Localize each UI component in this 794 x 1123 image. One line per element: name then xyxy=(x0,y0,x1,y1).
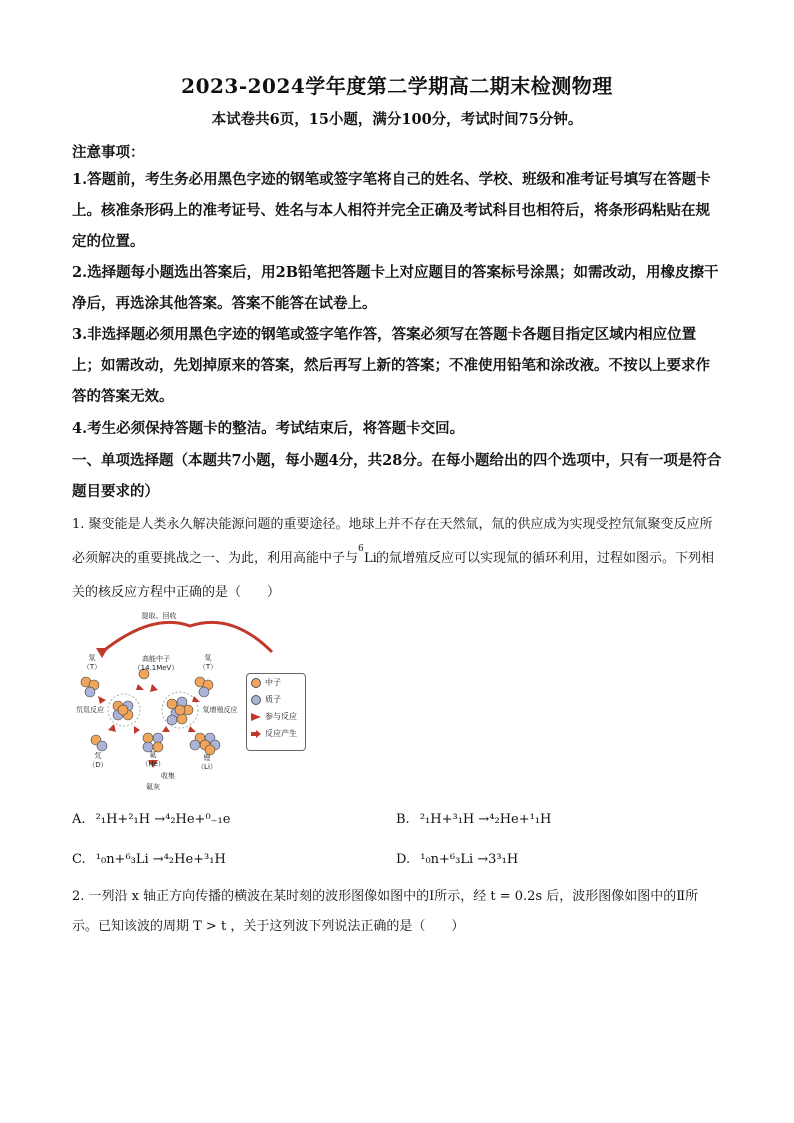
li-reaction-label: 氚增殖反应 xyxy=(202,706,238,714)
option-d-equation: ¹₀n+⁶₃Li →3³₁H xyxy=(420,852,519,867)
product-arrow-icon xyxy=(251,730,261,738)
option-c-equation: ¹₀n+⁶₃Li →⁴₂He+³₁H xyxy=(95,852,226,867)
option-b[interactable] xyxy=(396,812,551,827)
legend-proton-label: 质子 xyxy=(265,695,281,704)
recycle-label: 提取、回收 xyxy=(141,612,177,620)
legend-product xyxy=(247,725,305,742)
dt-compound xyxy=(113,701,133,720)
deuterium-label: 氘 （D） xyxy=(88,752,108,769)
section-heading: 一、单项选择题（本题共7小题，每小题4分，共28分。在每小题给出的四个选项中，只有一项是符合题目要求的） xyxy=(72,452,722,500)
helium-nucleus xyxy=(143,733,163,752)
neutron-label: 高能中子 （14.1MeV） xyxy=(133,655,179,672)
notice-item-3: 3.非选择题必须用黑色字迹的钢笔或签字笔作答，答案必须写在答题卡各题目指定区域内相应位置上；如需改动，先划掉原来的答案，然后再写上新的答案；不准使用铅笔和涂改液。不按以上要求作答的答案无效。 xyxy=(72,326,710,405)
notice-item-1: 1.答题前，考生务必用黑色字迹的钢笔或签字笔将自己的姓名、学校、班级和准考证号填写在答题卡上。核准条形码上的准考证号、姓名与本人相符并完全正确及考试科目也相符后，将条形码粘贴在规定的位置。 xyxy=(72,171,711,250)
legend-neutron-label: 中子 xyxy=(265,678,281,687)
option-d-letter: D. xyxy=(396,852,411,867)
dt-reaction-label: 氘氚反应 xyxy=(76,706,104,714)
question-2: 2. 一列沿 x 轴正方向传播的横波在某时刻的波形图像如图中的Ⅰ所示，经 t = 0.2s 后，波形图像如图中的Ⅱ所示。已知该波的周期 T > t ，关于这列波下列说法正确的是（ ） xyxy=(72,889,699,934)
option-c[interactable] xyxy=(72,852,226,867)
li-mass-number: 6 xyxy=(358,544,364,554)
deuterium-nucleus xyxy=(91,735,107,751)
recycle-arc xyxy=(102,622,272,652)
lithium-label: 锂 （Li） xyxy=(197,754,217,771)
question-1-text-b: 的氚增殖反应可以实现氚的循环利用，过程如图示。下列相关的核反应方程中正确的是（ ） xyxy=(72,551,715,600)
ash-label: 氦灰 xyxy=(146,783,160,791)
neutron-swatch-icon xyxy=(251,678,261,688)
legend-proton xyxy=(247,691,305,708)
question-1-text-a: 1. 聚变能是人类永久解决能源问题的重要途径。地球上并不存在天然氚，氚的供应成为实现受控氘氚聚变反应所必须解决的重要挑战之一、为此，利用高能中子与 xyxy=(72,517,713,566)
tritium-right-label: 氚 （T） xyxy=(198,654,218,671)
legend-reactant-label: 参与反应 xyxy=(265,712,297,721)
collect-label: 收集 xyxy=(161,772,175,780)
notice-item-4: 4.考生必须保持答题卡的整洁。考试结束后，将答题卡交回。 xyxy=(72,420,465,437)
li-symbol: Li xyxy=(364,551,377,566)
page-title: 2023-2024学年度第二学期高二期末检测物理 xyxy=(181,74,613,98)
option-c-letter: C. xyxy=(72,852,86,867)
option-a[interactable] xyxy=(72,812,230,827)
reactant-arrow-icon xyxy=(251,713,261,721)
lithium-nucleus xyxy=(190,733,220,755)
proton-swatch-icon xyxy=(251,695,261,705)
option-d[interactable] xyxy=(396,852,518,867)
notice-item-2: 2.选择题每小题选出答案后，用2B铅笔把答题卡上对应题目的答案标号涂黑；如需改动，用橡皮擦干净后，再选涂其他答案。答案不能答在试卷上。 xyxy=(72,264,719,312)
legend-product-label: 反应产生 xyxy=(265,729,297,738)
option-a-letter: A. xyxy=(72,812,86,827)
tritium-right-nucleus xyxy=(195,677,213,697)
option-b-letter: B. xyxy=(396,812,410,827)
exam-info: 本试卷共6页，15小题，满分100分，考试时间75分钟。 xyxy=(211,111,583,128)
legend-neutron xyxy=(247,674,305,691)
helium-label: 氦 （He） xyxy=(141,751,165,768)
tritium-left-label: 氚 （T） xyxy=(82,654,102,671)
option-a-equation: ²₁H+²₁H →⁴₂He+⁰₋₁e xyxy=(95,812,231,827)
notice-heading: 注意事项： xyxy=(72,144,145,161)
option-b-equation: ²₁H+³₁H →⁴₂He+¹₁H xyxy=(419,812,552,827)
li-compound xyxy=(167,697,193,725)
legend-reactant xyxy=(247,708,305,725)
question-1 xyxy=(72,508,724,610)
figure-legend xyxy=(246,673,306,751)
tritium-left-nucleus xyxy=(81,677,99,697)
